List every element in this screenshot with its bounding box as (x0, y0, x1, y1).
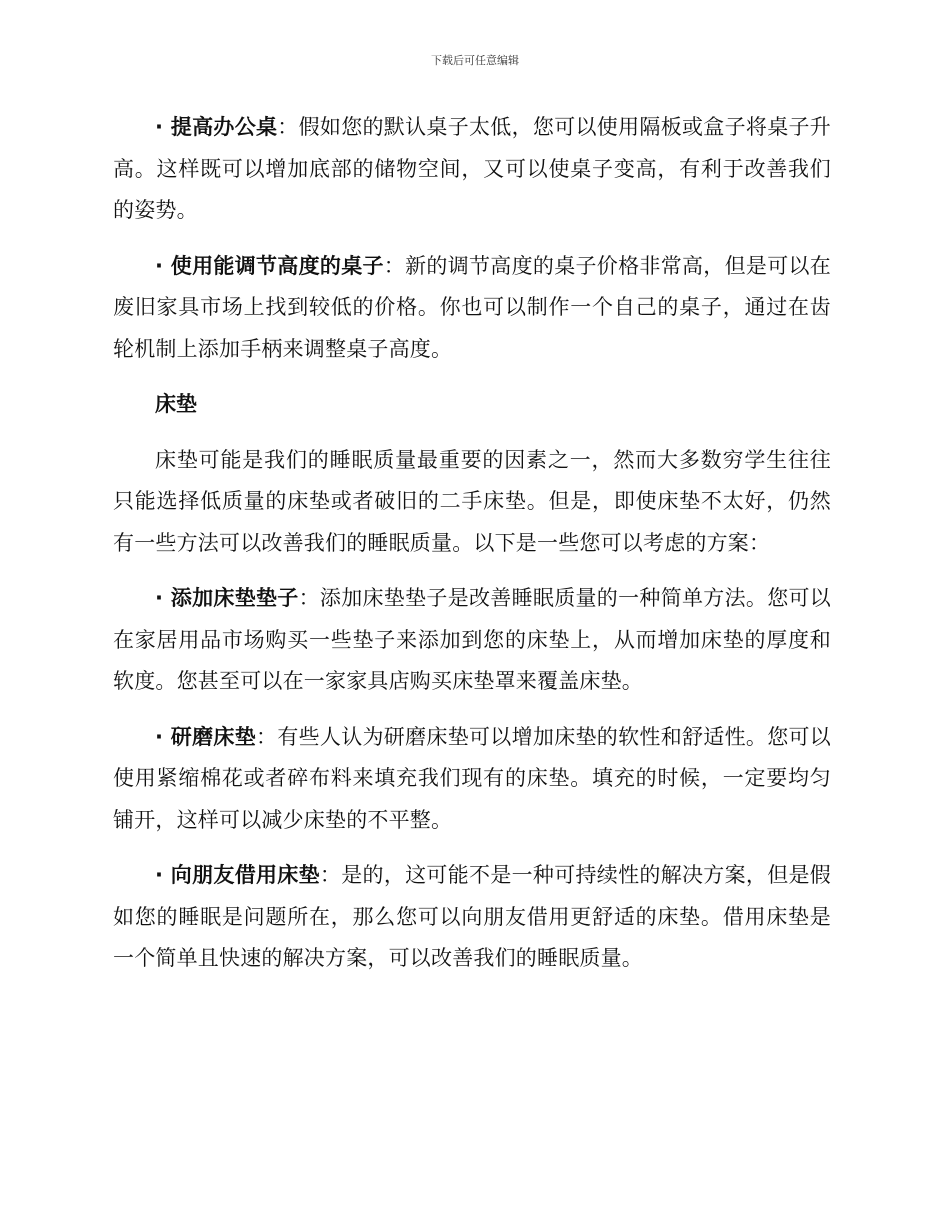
tip-title: 提高办公桌 (170, 115, 278, 139)
tip-title: 使用能调节高度的桌子 (170, 253, 384, 278)
title-colon: ： (319, 863, 342, 887)
tip-body: 是的，这可能不是一种可持续性的解决方案，但是假如您的睡眠是问题所在，那么您可以向朋友借用更舒适的床垫。借用床垫是一个简单且快速的解决方案，可以改善我们的睡眠质量。 (113, 863, 832, 970)
title-colon: ： (298, 586, 320, 610)
bullet-mark: · (155, 724, 171, 749)
bullet-title (155, 725, 256, 749)
bullet-title (155, 115, 277, 139)
mattress-tip-topper (113, 578, 831, 703)
tip-body: 新的调节高度的桌子价格非常高，但是可以在废旧家具市场上找到较低的价格。你也可以制作一个自己的桌子，通过在齿轮机制上添加手柄来调整桌子高度。 (113, 253, 832, 361)
desk-tip-raise (113, 107, 831, 232)
title-colon: ： (277, 115, 299, 139)
mattress-tip-grind (113, 717, 831, 842)
document-body (113, 107, 831, 994)
tip-body: 添加床垫垫子是改善睡眠质量的一种简单方法。您可以在家居用品市场购买一些垫子来添加到您的床垫上，从而增加床垫的厚度和软度。您甚至可以在一家家具店购买床垫罩来覆盖床垫。 (113, 586, 831, 693)
tip-body: 假如您的默认桌子太低，您可以使用隔板或盒子将桌子升高。这样既可以增加底部的储物空间，又可以使桌子变高，有利于改善我们的姿势。 (113, 115, 832, 222)
tip-body: 有些人认为研磨床垫可以增加床垫的软性和舒适性。您可以使用紧缩棉花或者碎布料来填充我们现有的床垫。填充的时候，一定要均匀铺开，这样可以减少床垫的不平整。 (113, 724, 831, 832)
title-colon: ： (383, 253, 406, 278)
bullet-mark: · (155, 253, 171, 278)
mattress-intro: 床垫可能是我们的睡眠质量最重要的因素之一，然而大多数穷学生往往只能选择低质量的床垫或者破旧的二手床垫。但是，即使床垫不太好，仍然有一些方法可以改善我们的睡眠质量。以下是一些您可以考虑的方案： (113, 447, 831, 555)
mattress-tip-borrow (113, 855, 831, 980)
desk-tip-adjustable (113, 246, 831, 371)
tip-title: 添加床垫垫子 (170, 586, 299, 610)
bullet-title (155, 863, 320, 887)
page-header: 下载后可任意编辑 (431, 54, 519, 67)
bullet-title (155, 254, 384, 278)
title-colon: ： (256, 724, 278, 749)
section-heading-mattress: 床垫 (155, 392, 197, 416)
bullet-mark: · (155, 115, 171, 139)
bullet-mark: · (155, 586, 171, 610)
bullet-title (155, 586, 299, 610)
tip-title: 研磨床垫 (170, 724, 256, 749)
bullet-mark: · (155, 863, 171, 887)
tip-title: 向朋友借用床垫 (170, 863, 320, 887)
